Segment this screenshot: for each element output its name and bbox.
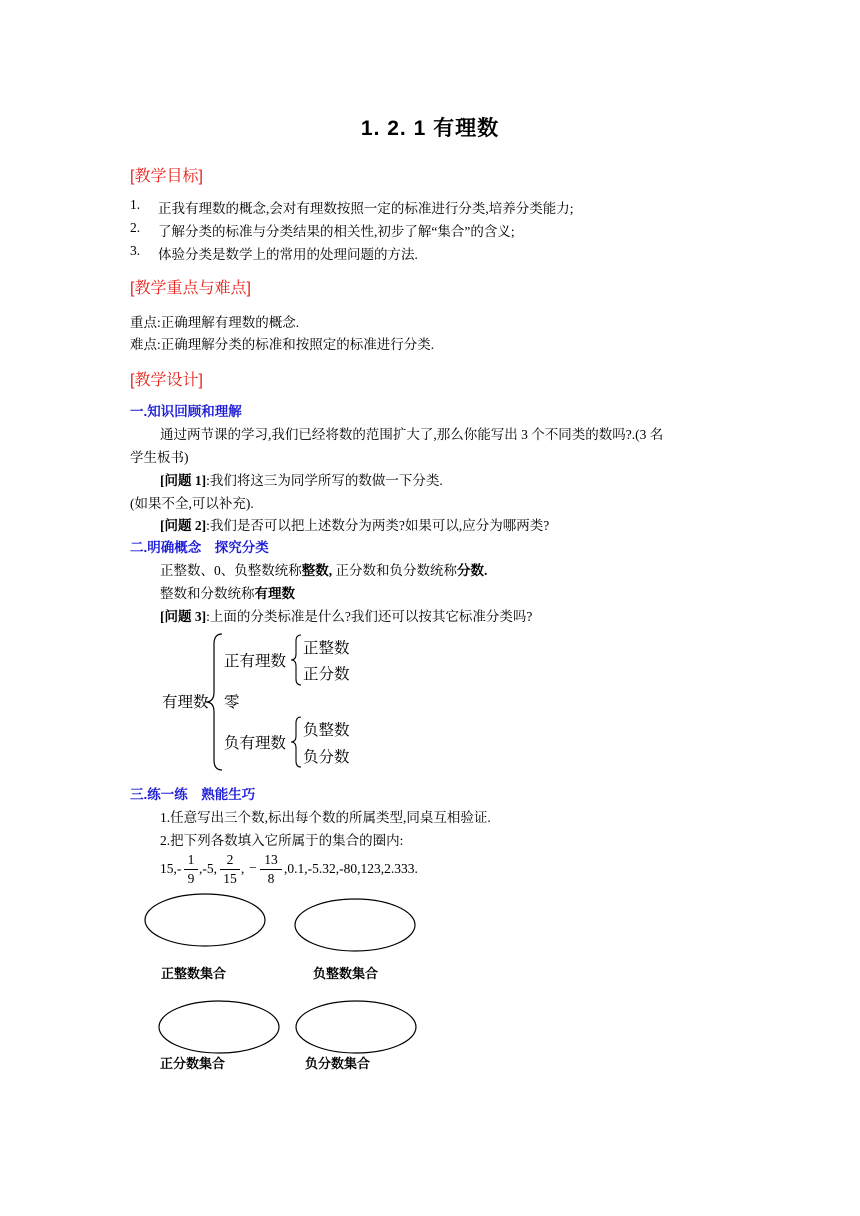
number-separator: ,-5, [199, 861, 217, 876]
question-text: :我们将这三为同学所写的数做一下分类. [206, 473, 443, 488]
tree-brace-negative [288, 715, 304, 769]
question-text: :我们是否可以把上述数分为两类?如果可以,应分为哪两类? [206, 518, 550, 533]
number-separator: , [241, 861, 245, 876]
objective-item [130, 220, 515, 239]
question-3 [160, 605, 532, 625]
question-1 [160, 469, 443, 489]
tree-brace-positive [288, 633, 304, 687]
term-rational: 有理数 [254, 586, 295, 601]
page-title: 1. 2. 1 有理数 [360, 117, 500, 140]
fraction-denominator: 9 [187, 871, 195, 886]
objective-number: 3. [130, 243, 141, 258]
objective-number: 1. [130, 197, 141, 212]
set-label-positive-integer: 正整数集合 [161, 966, 227, 981]
tree-zero: 零 [224, 693, 240, 711]
part2-heading: 二.明确概念 探究分类 [130, 540, 269, 555]
part3-heading: 三.练一练 熟能生巧 [130, 787, 256, 802]
set-label-positive-fraction: 正分数集合 [160, 1056, 226, 1071]
set-ellipse-positive-integer[interactable] [140, 890, 270, 950]
question-label: [问题 3] [160, 609, 207, 624]
set-ellipse-negative-fraction[interactable] [293, 998, 423, 1058]
term-fraction: 分数. [457, 563, 488, 578]
question-label: [问题 2] [160, 518, 207, 533]
objective-item [130, 243, 418, 262]
key-focus: 重点:正确理解有理数的概念. [130, 315, 300, 330]
set-ellipse-negative-integer[interactable] [292, 896, 422, 956]
set-ellipse-positive-fraction[interactable] [155, 998, 285, 1058]
definition-text: 整数和分数统称 [160, 586, 255, 601]
definition-rational [160, 582, 295, 602]
key-difficulty: 难点:正确理解分类的标准和按照定的标准进行分类. [130, 337, 435, 352]
minus-sign: − [249, 860, 257, 875]
fraction-2-15 [220, 851, 240, 888]
number-tail: ,0.1,-5.32,-80,123,2.333. [284, 861, 418, 876]
tree-positive: 正有理数 [224, 652, 287, 670]
objective-text: 正我有理数的概念,会对有理数按照一定的标准进行分类,培养分类能力; [158, 201, 574, 216]
tree-negative-integer: 负整数 [303, 721, 350, 739]
fraction-numerator: 1 [187, 852, 195, 867]
exercise-1: 1.任意写出三个数,标出每个数的所属类型,同桌互相验证. [160, 810, 491, 825]
fraction-numerator: 2 [226, 852, 234, 867]
definition-text: 正整数、0、负整数统称 [160, 563, 302, 578]
tree-root: 有理数 [162, 693, 209, 711]
fraction-13-8 [260, 851, 282, 888]
tree-positive-integer: 正整数 [303, 639, 350, 657]
question-2 [160, 514, 549, 534]
tree-negative-fraction: 负分数 [303, 748, 350, 766]
fraction-denominator: 8 [267, 871, 275, 886]
question-1-note: (如果不全,可以补充). [130, 496, 254, 511]
fraction-numerator: 13 [264, 852, 278, 867]
objectives-heading: [教学目标] [130, 168, 203, 185]
set-label-negative-fraction: 负分数集合 [305, 1056, 371, 1071]
objective-number: 2. [130, 220, 141, 235]
tree-negative: 负有理数 [224, 734, 287, 752]
design-heading: [教学设计] [130, 372, 203, 389]
question-label: [问题 1] [160, 473, 207, 488]
fraction-denominator: 15 [223, 871, 237, 886]
number-lead: 15,- [160, 861, 182, 876]
definition-text: 正分数和负分数统称 [332, 563, 457, 578]
tree-positive-fraction: 正分数 [303, 665, 350, 683]
definition-integers-fractions [160, 559, 487, 579]
exercise-2: 2.把下列各数填入它所属于的集合的圈内: [160, 833, 404, 848]
key-points-heading: [教学重点与难点] [130, 280, 251, 297]
objective-text: 了解分类的标准与分类结果的相关性,初步了解“集合”的含义; [158, 224, 515, 239]
term-integer: 整数, [301, 563, 333, 578]
set-label-negative-integer: 负整数集合 [313, 966, 379, 981]
objective-item [130, 197, 574, 216]
objective-text: 体验分类是数学上的常用的处理问题的方法. [158, 247, 418, 262]
question-text: :上面的分类标准是什么?我们还可以按其它标准分类吗? [206, 609, 533, 624]
fraction-1-9 [184, 851, 198, 888]
part1-paragraph-cont: 学生板书) [130, 450, 189, 465]
part1-paragraph: 通过两节课的学习,我们已经将数的范围扩大了,那么你能写出 3 个不同类的数吗?.(3 名 [160, 427, 664, 442]
part1-heading: 一.知识回顾和理解 [130, 404, 242, 419]
